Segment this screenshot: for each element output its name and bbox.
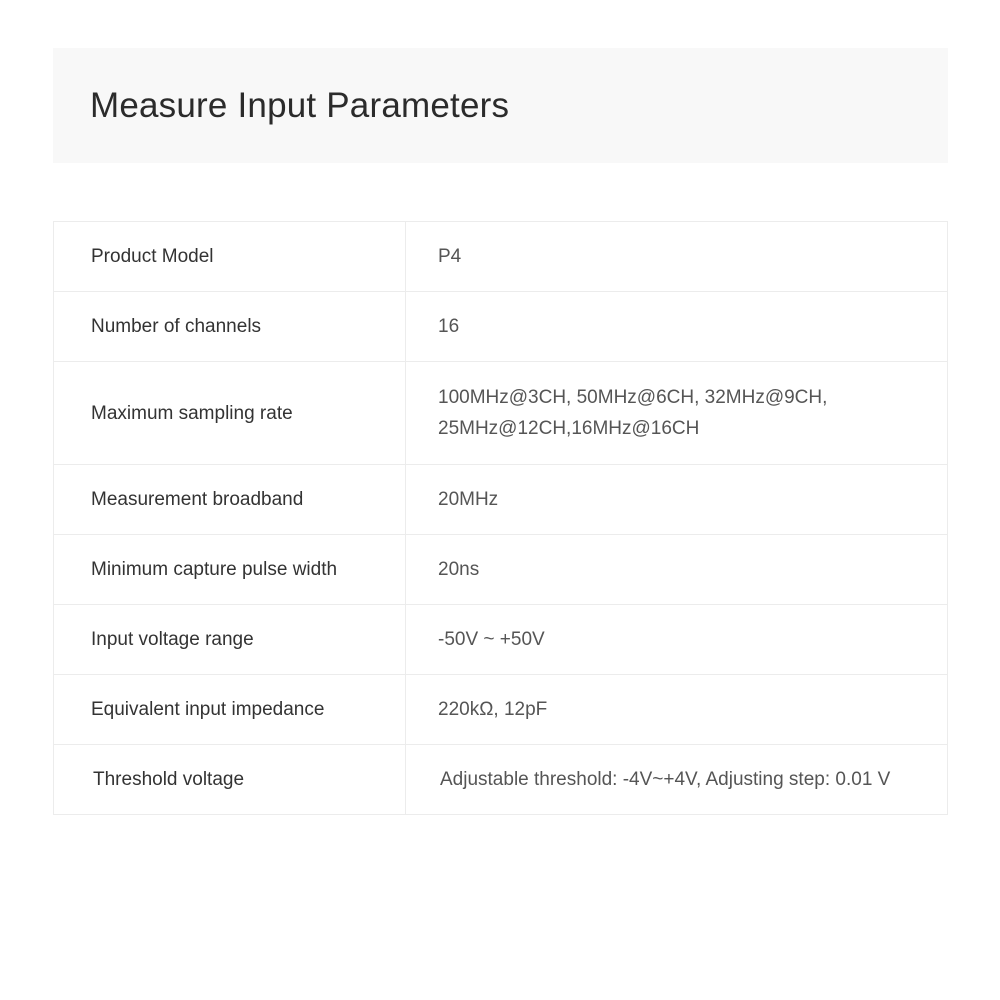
spec-table bbox=[53, 221, 948, 815]
spec-value-pulse-width: 20ns bbox=[406, 535, 948, 605]
spec-value-sampling-rate-line: 100MHz@3CH, 50MHz@6CH, 32MHz@9CH, bbox=[438, 387, 828, 408]
table-row bbox=[54, 675, 948, 745]
page-title: Measure Input Parameters bbox=[90, 86, 510, 125]
title-banner bbox=[53, 48, 948, 163]
spec-value-voltage-range: -50V ~ +50V bbox=[406, 605, 948, 675]
spec-value-channels: 16 bbox=[406, 292, 948, 362]
spec-label-voltage-range: Input voltage range bbox=[54, 605, 406, 675]
spec-label-threshold: Threshold voltage bbox=[54, 745, 406, 815]
table-row bbox=[54, 535, 948, 605]
table-row bbox=[54, 362, 948, 465]
table-row bbox=[54, 745, 948, 815]
spec-label-channels: Number of channels bbox=[54, 292, 406, 362]
table-row bbox=[54, 292, 948, 362]
spec-label-broadband: Measurement broadband bbox=[54, 465, 406, 535]
spec-value-threshold: Adjustable threshold: -4V~+4V, Adjusting step: 0.01 V bbox=[406, 745, 948, 815]
spec-value-impedance: 220kΩ, 12pF bbox=[406, 675, 948, 745]
spec-label-pulse-width: Minimum capture pulse width bbox=[54, 535, 406, 605]
spec-label-impedance: Equivalent input impedance bbox=[54, 675, 406, 745]
spec-value-sampling-rate bbox=[406, 362, 948, 465]
table-row bbox=[54, 222, 948, 292]
spec-label-product-model: Product Model bbox=[54, 222, 406, 292]
spec-value-sampling-rate-line: 25MHz@12CH,16MHz@16CH bbox=[438, 418, 700, 439]
spec-value-broadband: 20MHz bbox=[406, 465, 948, 535]
table-row bbox=[54, 465, 948, 535]
table-row bbox=[54, 605, 948, 675]
spec-value-product-model: P4 bbox=[406, 222, 948, 292]
spec-label-sampling-rate: Maximum sampling rate bbox=[54, 362, 406, 465]
